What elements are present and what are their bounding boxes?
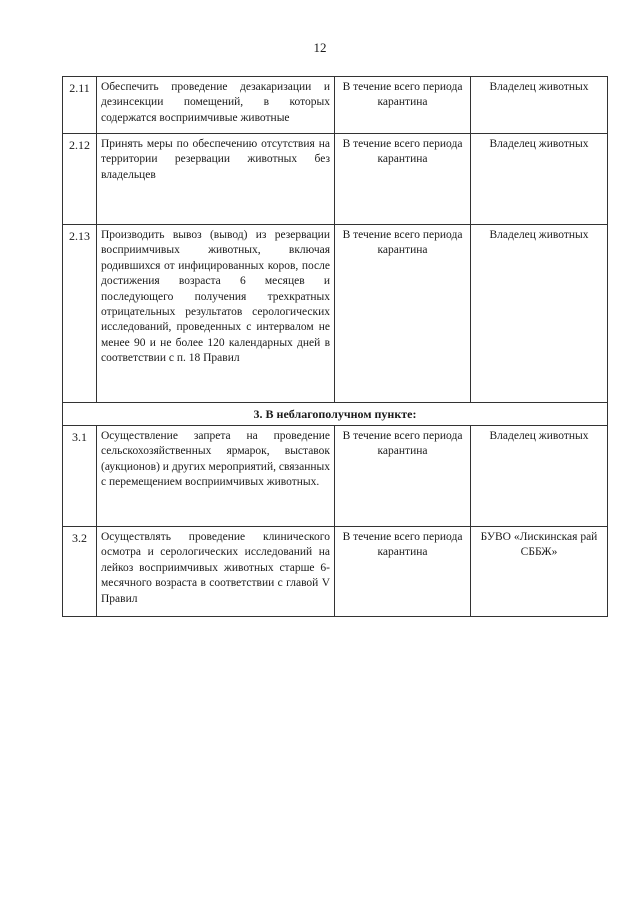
page-number: 12 xyxy=(313,40,327,55)
term-text: В течение всего периода карантина xyxy=(335,527,471,617)
measure-text: Обеспечить проведение дезакаризации и дезинсекции помещений, в которых содержатся восприимчивые животные xyxy=(97,77,335,134)
measures-table xyxy=(62,76,608,617)
row-number: 2.13 xyxy=(63,225,97,403)
table-row xyxy=(63,426,608,527)
term-text: В течение всего периода карантина xyxy=(335,77,471,134)
table-row xyxy=(63,134,608,225)
row-number: 2.11 xyxy=(63,77,97,134)
responsible-text: Владелец животных xyxy=(471,134,608,225)
measure-text: Принять меры по обеспечению отсутствия на территории резервации животных без владельцев xyxy=(97,134,335,225)
row-number: 3.1 xyxy=(63,426,97,527)
term-text: В течение всего периода карантина xyxy=(335,225,471,403)
table-row xyxy=(63,77,608,134)
section-row xyxy=(63,403,608,426)
row-number: 3.2 xyxy=(63,527,97,617)
table-row xyxy=(63,225,608,403)
table-row xyxy=(63,527,608,617)
term-text: В течение всего периода карантина xyxy=(335,426,471,527)
responsible-text: Владелец животных xyxy=(471,426,608,527)
measure-text: Осуществлять проведение клинического осмотра и серологических исследований на лейкоз восприимчивых животных старше 6-месячного возраста в соответствии с главой V Правил xyxy=(97,527,335,617)
measure-text: Производить вывоз (вывод) из резервации восприимчивых животных, включая родившихся от инфицированных коров, после достижения возраста 6 месяцев и последующего получения трехкратных отрицательных результатов серологических исследований, проведенных с интервалом не менее 90 и не более 120 календарных дней в соответствии с п. 18 Правил xyxy=(97,225,335,403)
term-text: В течение всего периода карантина xyxy=(335,134,471,225)
row-number: 2.12 xyxy=(63,134,97,225)
responsible-text: БУВО «Лискинская рай СББЖ» xyxy=(471,527,608,617)
responsible-text: Владелец животных xyxy=(471,77,608,134)
section-header: 3. В неблагополучном пункте: xyxy=(63,403,608,426)
measure-text: Осуществление запрета на проведение сельскохозяйственных ярмарок, выставок (аукционов) и других мероприятий, связанных с перемещением восприимчивых животных. xyxy=(97,426,335,527)
responsible-text: Владелец животных xyxy=(471,225,608,403)
